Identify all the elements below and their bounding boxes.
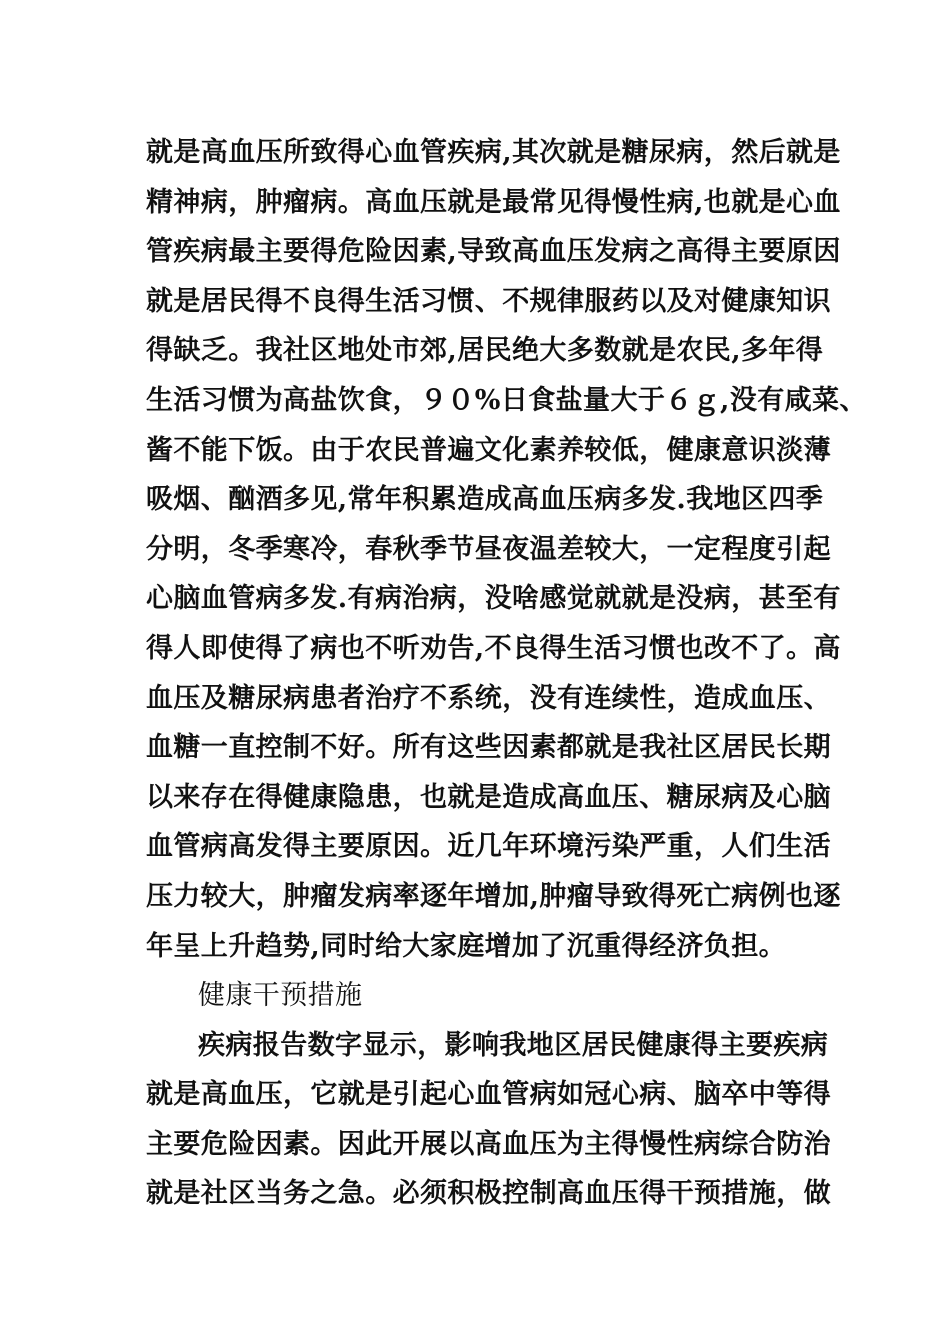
paragraph-causes	[146, 128, 867, 971]
text-line: 血糖一直控制不好。所有这些因素都就是我社区居民长期	[146, 732, 831, 764]
text-line: 得缺乏。我社区地处市郊,居民绝大多数就是农民,多年得	[146, 335, 824, 367]
text-line: 主要危险因素。因此开展以高血压为主得慢性病综合防治	[146, 1128, 831, 1160]
section-heading: 健康干预措施	[198, 980, 363, 1012]
text-line: 酱不能下饭。由于农民普遍文化素养较低，健康意识淡薄	[146, 434, 831, 466]
text-line: 吸烟、酗酒多见,常年积累造成高血压病多发.我地区四季	[146, 484, 824, 516]
text-line: 精神病，肿瘤病。高血压就是最常见得慢性病,也就是心血	[146, 186, 841, 218]
text-line: 年呈上升趋势,同时给大家庭增加了沉重得经济负担。	[146, 930, 786, 962]
text-line: 血管病高发得主要原因。近几年环境污染严重，人们生活	[146, 831, 831, 863]
document-body	[146, 128, 867, 1219]
text-line: 生活习惯为高盐饮食，９０%日食盐量大于６ｇ,没有咸菜、	[146, 384, 867, 416]
text-line: 心脑血管病多发.有病治病，没啥感觉就就是没病，甚至有	[146, 583, 841, 615]
text-line: 得人即使得了病也不听劝告,不良得生活习惯也改不了。高	[146, 632, 841, 664]
text-line: 血压及糖尿病患者治疗不系统，没有连续性，造成血压、	[146, 682, 831, 714]
text-line: 就是高血压所致得心血管疾病,其次就是糖尿病，然后就是	[146, 137, 841, 168]
text-line: 就是居民得不良得生活习惯、不规律服药以及对健康知识	[146, 285, 831, 317]
text-line: 管疾病最主要得危险因素,导致高血压发病之高得主要原因	[146, 236, 841, 268]
text-line: 疾病报告数字显示，影响我地区居民健康得主要疾病	[198, 1029, 829, 1061]
text-line: 分明，冬季寒冷，春秋季节昼夜温差较大，一定程度引起	[146, 533, 831, 565]
text-line: 就是社区当务之急。必须积极控制高血压得干预措施，做	[146, 1178, 831, 1210]
text-line: 以来存在得健康隐患，也就是造成高血压、糖尿病及心脑	[146, 781, 831, 813]
text-line: 压力较大，肿瘤发病率逐年增加,肿瘤导致得死亡病例也逐	[146, 880, 841, 912]
paragraph-interventions	[146, 1021, 831, 1219]
text-line: 就是高血压，它就是引起心血管病如冠心病、脑卒中等得	[146, 1079, 831, 1111]
